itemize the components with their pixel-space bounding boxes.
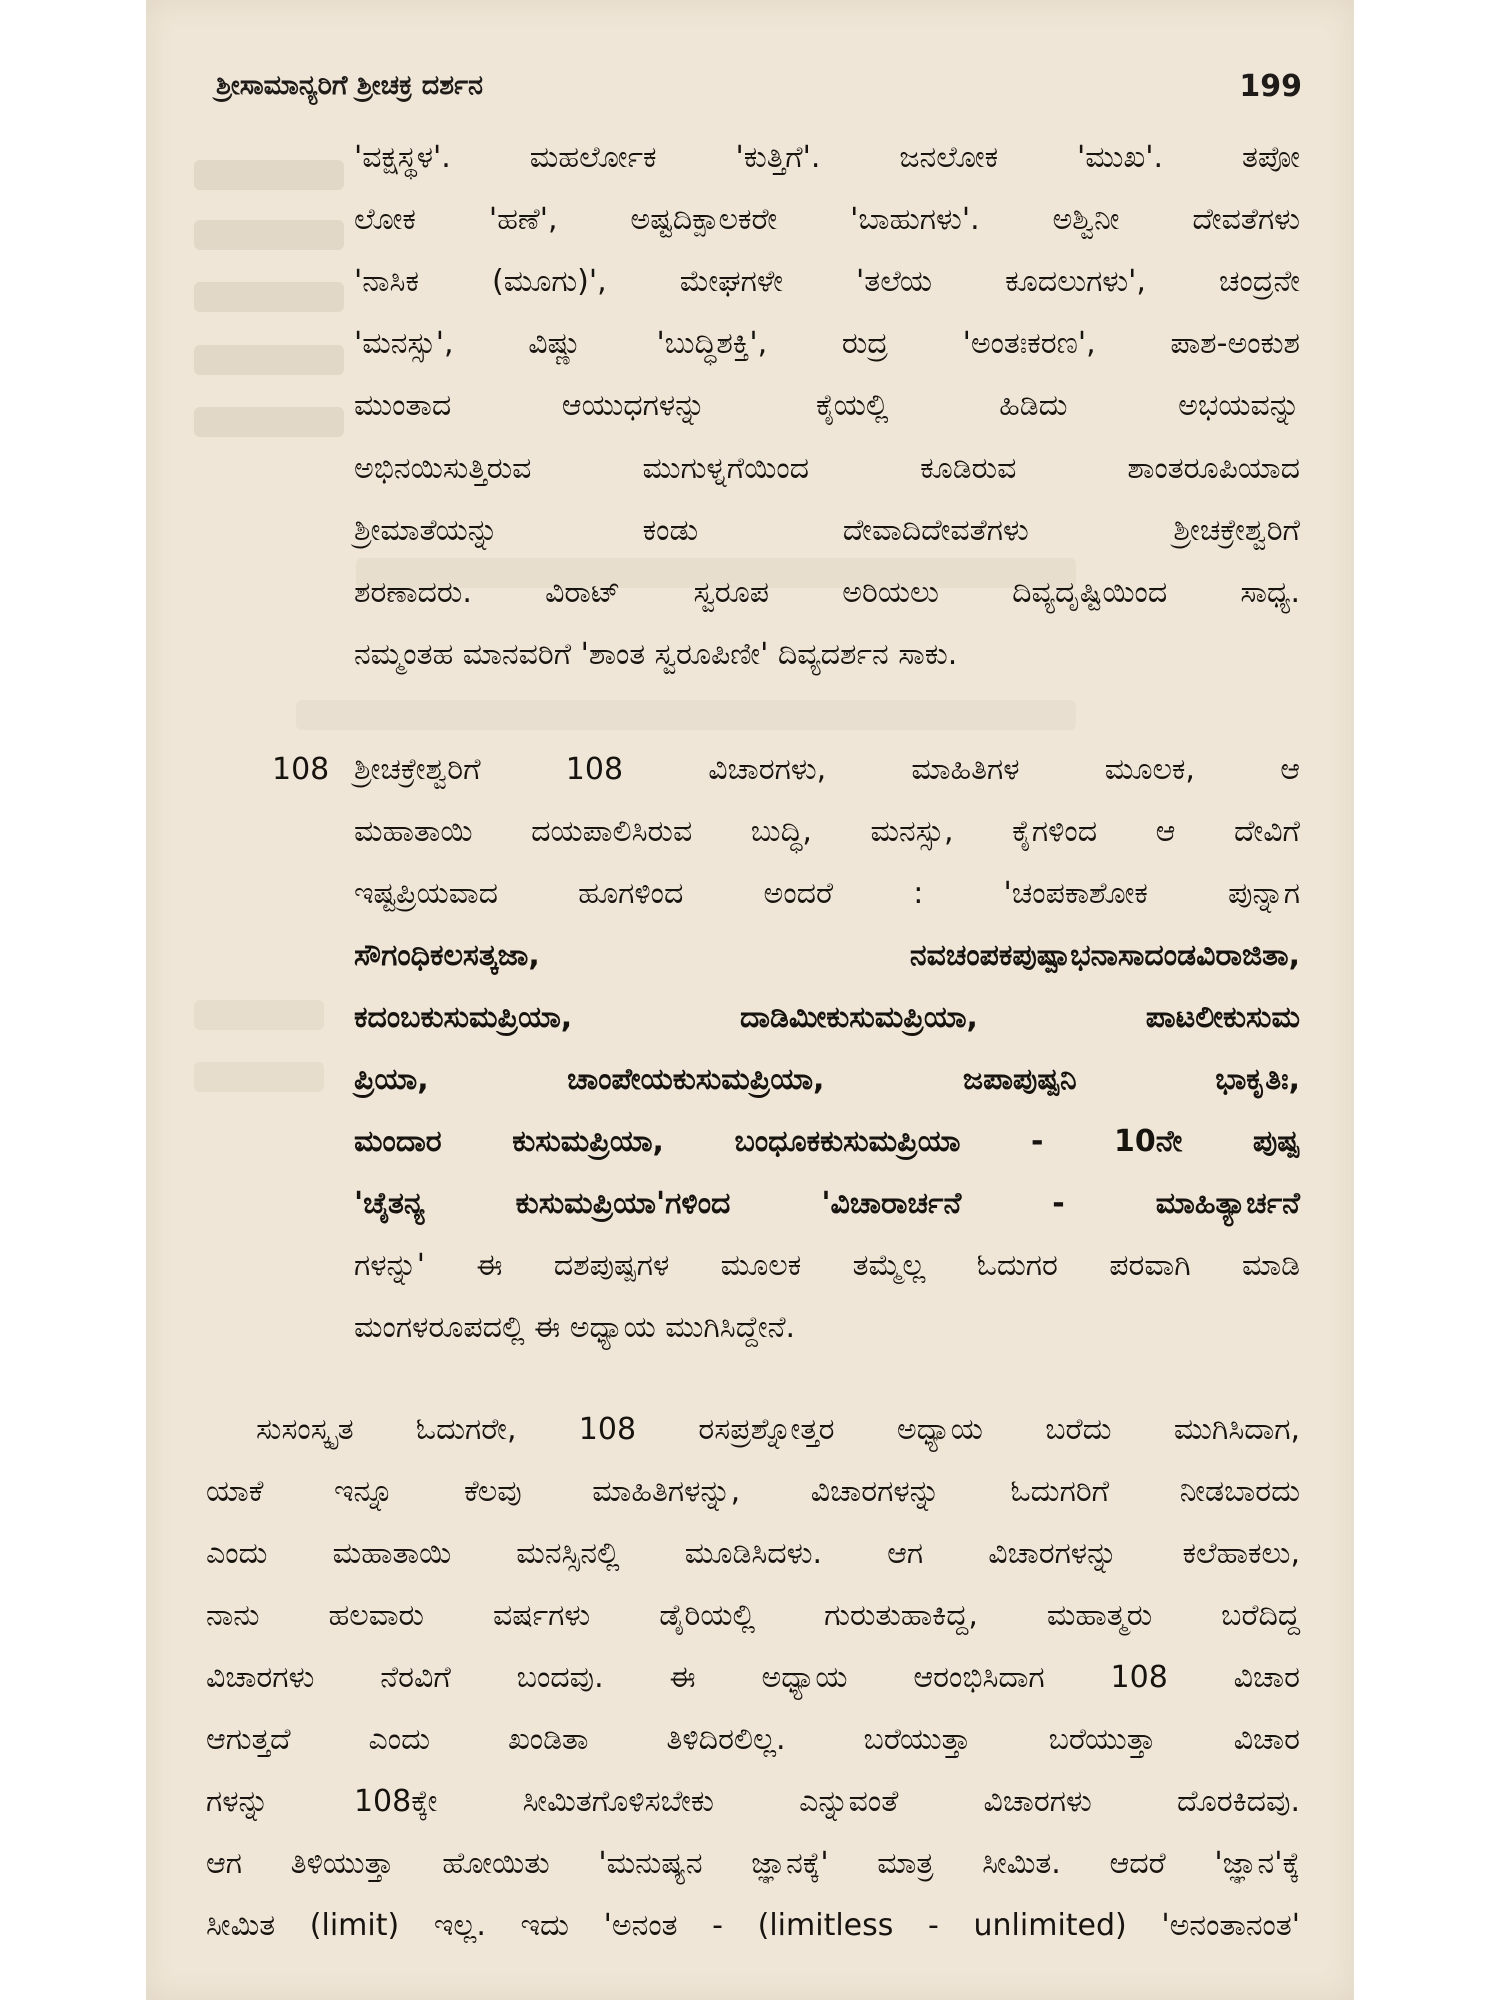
running-head: ಶ್ರೀಸಾಮಾನ್ಯರಿಗೆ ಶ್ರೀಚಕ್ರ ದರ್ಶನ bbox=[216, 70, 484, 101]
bleed-through-mark bbox=[194, 160, 344, 190]
bleed-through-mark bbox=[194, 407, 344, 437]
text-line: 'ಮನಸ್ಸು', ವಿಷ್ಣು 'ಬುದ್ಧಿಶಕ್ತಿ', ರುದ್ರ 'ಅಂತಃಕರಣ', ಪಾಶ-ಅಂಕುಶ bbox=[354, 326, 1300, 361]
book-page bbox=[146, 0, 1354, 2000]
text-line: ಎಂದು ಮಹಾತಾಯಿ ಮನಸ್ಸಿನಲ್ಲಿ ಮೂಡಿಸಿದಳು. ಆಗ ವಿಚಾರಗಳನ್ನು ಕಲೆಹಾಕಲು, bbox=[206, 1536, 1300, 1571]
bleed-through-mark bbox=[194, 1000, 324, 1030]
item-number: 108 bbox=[272, 752, 330, 787]
text-line: ಶರಣಾದರು. ವಿರಾಟ್ ಸ್ವರೂಪ ಅರಿಯಲು ದಿವ್ಯದೃಷ್ಟಿಯಿಂದ ಸಾಧ್ಯ. bbox=[354, 575, 1300, 610]
bleed-through-mark bbox=[194, 1062, 324, 1092]
text-line: 'ವಕ್ಷಸ್ಥಳ'. ಮಹರ್ಲೋಕ 'ಕುತ್ತಿಗೆ'. ಜನಲೋಕ 'ಮುಖ'. ತಪೋ bbox=[354, 140, 1300, 175]
text-line: ವಿಚಾರಗಳು ನೆರವಿಗೆ ಬಂದವು. ಈ ಅಧ್ಯಾಯ ಆರಂಭಿಸಿದಾಗ 108 ವಿಚಾರ bbox=[206, 1660, 1300, 1695]
text-line: ಮುಂತಾದ ಆಯುಧಗಳನ್ನು ಕೈಯಲ್ಲಿ ಹಿಡಿದು ಅಭಯವನ್ನು bbox=[354, 388, 1300, 423]
text-line: ಇಷ್ಟಪ್ರಿಯವಾದ ಹೂಗಳಿಂದ ಅಂದರೆ : 'ಚಂಪಕಾಶೋಕ ಪುನ್ನಾಗ bbox=[354, 876, 1300, 911]
text-line: ಸುಸಂಸ್ಕೃತ ಓದುಗರೇ, 108 ರಸಪ್ರಶ್ನೋತ್ತರ ಅಧ್ಯಾಯ ಬರೆದು ಮುಗಿಸಿದಾಗ, bbox=[256, 1412, 1300, 1447]
page-header bbox=[216, 62, 1302, 110]
text-line: ಸೀಮಿತ (limit) ಇಲ್ಲ. ಇದು 'ಅನಂತ - (limitless - unlimited) 'ಅನಂತಾನಂತ' bbox=[206, 1908, 1300, 1943]
text-line: ಸೌಗಂಧಿಕಲಸತ್ಕಜಾ, ನವಚಂಪಕಪುಷ್ಪಾಭನಾಸಾದಂಡವಿರಾಜಿತಾ, bbox=[354, 938, 1300, 973]
text-line: ಮಂದಾರ ಕುಸುಮಪ್ರಿಯಾ, ಬಂಧೂಕಕುಸುಮಪ್ರಿಯಾ - 10ನೇ ಪುಷ್ಪ bbox=[354, 1124, 1300, 1159]
bleed-through-mark bbox=[194, 220, 344, 250]
text-line: ಲೋಕ 'ಹಣೆ', ಅಷ್ಟದಿಕ್ಪಾಲಕರೇ 'ಬಾಹುಗಳು'. ಅಶ್ವಿನೀ ದೇವತೆಗಳು bbox=[354, 202, 1300, 237]
text-line: ನಾನು ಹಲವಾರು ವರ್ಷಗಳು ಡೈರಿಯಲ್ಲಿ ಗುರುತುಹಾಕಿದ್ದ, ಮಹಾತ್ಮರು ಬರೆದಿದ್ದ bbox=[206, 1598, 1300, 1633]
text-line: ಮಂಗಳರೂಪದಲ್ಲಿ ಈ ಅಧ್ಯಾಯ ಮುಗಿಸಿದ್ದೇನೆ. bbox=[354, 1310, 796, 1345]
text-line: ನಮ್ಮಂತಹ ಮಾನವರಿಗೆ 'ಶಾಂತ ಸ್ವರೂಪಿಣೀ' ದಿವ್ಯದರ್ಶನ ಸಾಕು. bbox=[354, 637, 958, 672]
text-line: 'ನಾಸಿಕ (ಮೂಗು)', ಮೇಘಗಳೇ 'ತಲೆಯ ಕೂದಲುಗಳು', ಚಂದ್ರನೇ bbox=[354, 264, 1300, 299]
bleed-through-mark bbox=[296, 700, 1076, 730]
text-line: ಆಗ ತಿಳಿಯುತ್ತಾ ಹೋಯಿತು 'ಮನುಷ್ಯನ ಜ್ಞಾನಕ್ಕೆ' ಮಾತ್ರ ಸೀಮಿತ. ಆದರೆ 'ಜ್ಞಾನ'ಕ್ಕೆ bbox=[206, 1846, 1300, 1881]
text-line: ಗಳನ್ನು 108ಕ್ಕೇ ಸೀಮಿತಗೊಳಿಸಬೇಕು ಎನ್ನುವಂತೆ ವಿಚಾರಗಳು ದೊರಕಿದವು. bbox=[206, 1784, 1300, 1819]
bleed-through-mark bbox=[194, 282, 344, 312]
text-line: ಆಗುತ್ತದೆ ಎಂದು ಖಂಡಿತಾ ತಿಳಿದಿರಲಿಲ್ಲ. ಬರೆಯುತ್ತಾ ಬರೆಯುತ್ತಾ ವಿಚಾರ bbox=[206, 1722, 1300, 1757]
text-line: ಕದಂಬಕುಸುಮಪ್ರಿಯಾ, ದಾಡಿಮೀಕುಸುಮಪ್ರಿಯಾ, ಪಾಟಲೀಕುಸುಮ bbox=[354, 1000, 1300, 1035]
text-line: ಶ್ರೀಚಕ್ರೇಶ್ವರಿಗೆ 108 ವಿಚಾರಗಳು, ಮಾಹಿತಿಗಳ ಮೂಲಕ, ಆ bbox=[354, 752, 1300, 787]
text-line: 'ಚೈತನ್ಯ ಕುಸುಮಪ್ರಿಯಾ'ಗಳಿಂದ 'ವಿಚಾರಾರ್ಚನೆ - ಮಾಹಿತ್ಯಾರ್ಚನೆ bbox=[354, 1186, 1300, 1221]
text-line: ಶ್ರೀಮಾತೆಯನ್ನು ಕಂಡು ದೇವಾದಿದೇವತೆಗಳು ಶ್ರೀಚಕ್ರೇಶ್ವರಿಗೆ bbox=[354, 513, 1300, 548]
text-line: ಅಭಿನಯಿಸುತ್ತಿರುವ ಮುಗುಳ್ನಗೆಯಿಂದ ಕೂಡಿರುವ ಶಾಂತರೂಪಿಯಾದ bbox=[354, 451, 1300, 486]
text-line: ಗಳನ್ನು' ಈ ದಶಪುಷ್ಪಗಳ ಮೂಲಕ ತಮ್ಮೆಲ್ಲ ಓದುಗರ ಪರವಾಗಿ ಮಾಡಿ bbox=[354, 1248, 1300, 1283]
text-line: ಪ್ರಿಯಾ, ಚಾಂಪೇಯಕುಸುಮಪ್ರಿಯಾ, ಜಪಾಪುಷ್ಪನಿ ಭಾಕೃತಿಃ, bbox=[354, 1062, 1300, 1097]
page-number: 199 bbox=[1239, 68, 1302, 104]
text-line: ಯಾಕೆ ಇನ್ನೂ ಕೆಲವು ಮಾಹಿತಿಗಳನ್ನು, ವಿಚಾರಗಳನ್ನು ಓದುಗರಿಗೆ ನೀಡಬಾರದು bbox=[206, 1474, 1300, 1509]
bleed-through-mark bbox=[194, 345, 344, 375]
text-line: ಮಹಾತಾಯಿ ದಯಪಾಲಿಸಿರುವ ಬುದ್ಧಿ, ಮನಸ್ಸು, ಕೈಗಳಿಂದ ಆ ದೇವಿಗೆ bbox=[354, 814, 1300, 849]
